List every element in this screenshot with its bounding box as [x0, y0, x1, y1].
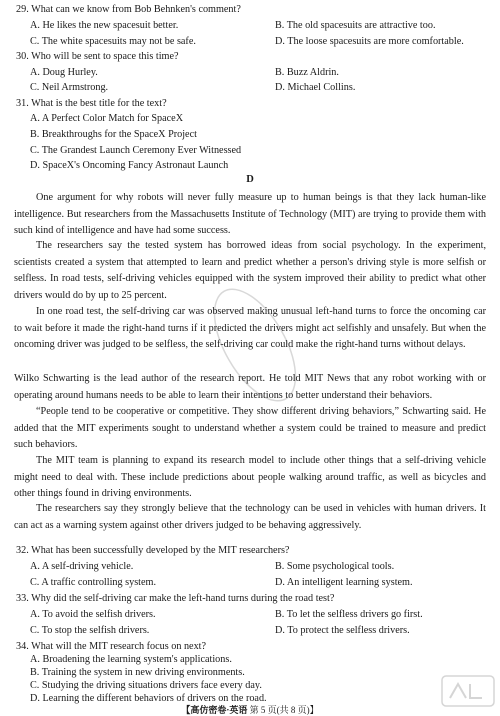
option-29-d: D. The loose spacesuits are more comfortable.: [275, 36, 464, 47]
watermark-logo: [440, 672, 496, 710]
option-31-b: B. Breakthroughs for the SpaceX Project: [30, 129, 197, 140]
passage-paragraph-6: The MIT team is planning to expand its research model to include other things that a self-driving vehicle might need to deal with. These include predictions about people walking around traffic, as well as bicycles and other things found in driving environments.: [14, 455, 486, 500]
question-33: 33. Why did the self-driving car make the left-hand turns during the road test?: [16, 593, 335, 604]
option-30-d: D. Michael Collins.: [275, 82, 356, 93]
option-34-c: C. Studying the driving situations drivers face every day.: [30, 680, 262, 691]
passage-paragraph-3: In one road test, the self-driving car was observed making unusual left-hand turns to force the oncoming car to wait before it made the right-hand turns if it predicted the drivers might act selfishly and unsafely. But when the oncoming driver was judged to be selfless, the self-driving car could make the right-hand turns without delays.: [14, 306, 486, 351]
option-33-a: A. To avoid the selfish drivers.: [30, 609, 156, 620]
option-32-a: A. A self-driving vehicle.: [30, 561, 134, 572]
option-32-c: C. A traffic controlling system.: [30, 577, 157, 588]
question-31: 31. What is the best title for the text?: [16, 98, 167, 109]
option-34-d: D. Learning the different behaviors of drivers on the road.: [30, 693, 267, 704]
passage-paragraph-1: One argument for why robots will never fully measure up to human beings is that they lack human-like intelligence. But researchers from the Massachusetts Institute of Technology (MIT) are trying to provide them with such kind of intelligence and have had some success.: [14, 192, 486, 237]
option-30-c: C. Neil Armstrong.: [30, 82, 109, 93]
option-32-d: D. An intelligent learning system.: [275, 577, 413, 588]
option-29-c: C. The white spacesuits may not be safe.: [30, 36, 196, 47]
option-34-b: B. Training the system in new driving environments.: [30, 667, 245, 678]
option-33-b: B. To let the selfless drivers go first.: [275, 609, 423, 620]
option-32-b: B. Some psychological tools.: [275, 561, 395, 572]
section-title: D: [246, 174, 254, 185]
footer-exam: 【高仿密卷·英语: [181, 705, 248, 715]
question-29: 29. What can we know from Bob Behnken's comment?: [16, 4, 241, 15]
option-30-a: A. Doug Hurley.: [30, 67, 98, 78]
option-29-a: A. He likes the new spacesuit better.: [30, 20, 179, 31]
option-34-a: A. Broadening the learning system's applications.: [30, 654, 232, 665]
option-31-c: C. The Grandest Launch Ceremony Ever Witnessed: [30, 145, 242, 156]
option-33-d: D. To protect the selfless drivers.: [275, 625, 410, 636]
passage-paragraph-4: Wilko Schwarting is the lead author of the research report. He told MIT News that any robot working with or operating around humans needs to be able to learn their intentions to better understand their behaviors.: [14, 373, 486, 401]
option-31-d: D. SpaceX's Oncoming Fancy Astronaut Launch: [30, 160, 229, 171]
option-30-b: B. Buzz Aldrin.: [275, 67, 339, 78]
question-34: 34. What will the MIT research focus on next?: [16, 641, 207, 652]
question-32: 32. What has been successfully developed by the MIT researchers?: [16, 545, 290, 556]
option-29-b: B. The old spacesuits are attractive too.: [275, 20, 436, 31]
passage-paragraph-5: “People tend to be cooperative or competitive. They show different driving behaviors,” Schwarting said. He added that the MIT experiments sought to understand whether a system could be trained to measure and predict such behaviors.: [14, 406, 486, 451]
footer-page: 第 5 页(共 8 页)】: [249, 705, 319, 715]
option-31-a: A. A Perfect Color Match for SpaceX: [30, 113, 184, 124]
question-30: 30. Who will be sent to space this time?: [16, 51, 179, 62]
passage-paragraph-2: The researchers say the tested system has borrowed ideas from social psychology. In the experiment, scientists created a system that attempted to learn and predict whether a person's driving style is more selfish or selfless. In road tests, self-driving vehicles equipped with the system improved their ability to predict what other drivers would do by up to 25 percent.: [14, 240, 486, 301]
passage-paragraph-7: The researchers say they strongly believe that the technology can be used in vehicles with human drivers. It can act as a warning system against other drivers judged to be behaving aggressively.: [14, 503, 486, 531]
option-33-c: C. To stop the selfish drivers.: [30, 625, 150, 636]
